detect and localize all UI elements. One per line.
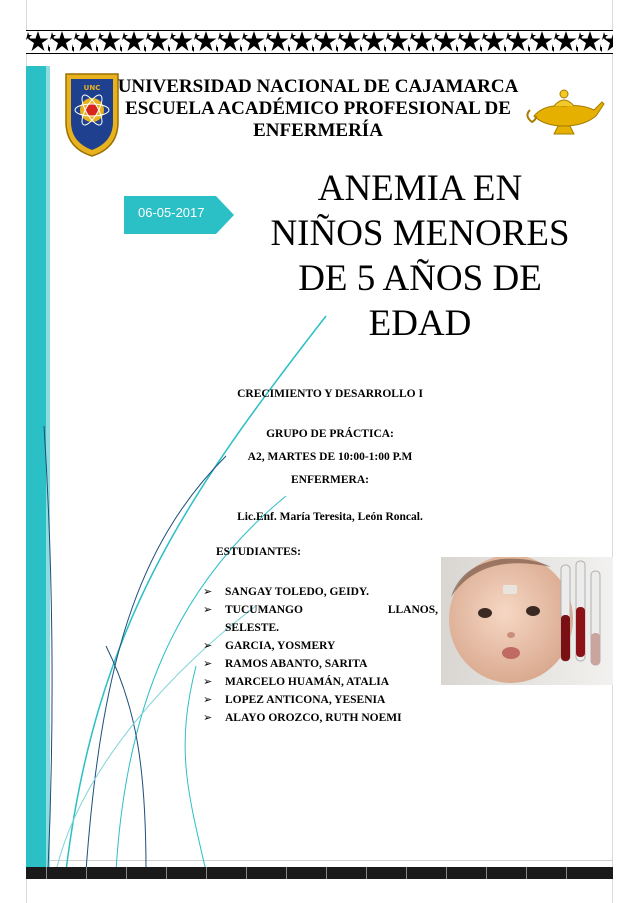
student-name: MARCELO HUAMÁN, ATALIA — [225, 676, 390, 688]
student-name: LOPEZ ANTICONA, YESENIA — [225, 694, 386, 706]
student-item — [203, 691, 438, 709]
group-label: GRUPO DE PRÁCTICA: — [266, 428, 394, 440]
title-line-2: NIÑOS MENORES — [270, 213, 570, 254]
baby-photo — [441, 557, 613, 685]
crest-label: UNC — [83, 84, 101, 92]
page-border-right — [612, 0, 613, 903]
student-name: SANGAY TOLEDO, GEIDY. — [225, 586, 370, 598]
group-value: A2, MARTES DE 10:00-1:00 P.M — [247, 451, 413, 463]
arrow-bullet-icon: ➢ — [203, 639, 213, 652]
students-list — [203, 583, 438, 727]
star-border — [26, 30, 613, 54]
arrow-bullet-icon: ➢ — [203, 657, 213, 670]
nurse-label: ENFERMERA: — [291, 474, 369, 486]
arrow-bullet-icon: ➢ — [203, 603, 213, 616]
university-name: UNIVERSIDAD NACIONAL DE CAJAMARCA — [117, 76, 519, 97]
institution-header — [112, 76, 524, 142]
school-name-line2: ENFERMERÍA — [253, 120, 383, 141]
document-date: 06-05-2017 — [138, 205, 205, 220]
student-item — [203, 583, 438, 601]
student-item — [203, 673, 438, 691]
document-title — [250, 166, 590, 346]
student-name: RAMOS ABANTO, SARITA — [225, 658, 368, 670]
student-name-part: LLANOS, — [387, 604, 438, 616]
title-line-3: DE 5 AÑOS DE — [298, 258, 542, 299]
student-name: GARCIA, YOSMERY — [225, 640, 336, 652]
arrow-bullet-icon: ➢ — [203, 585, 213, 598]
student-name-part: SELESTE. — [225, 622, 280, 634]
student-item — [203, 637, 438, 655]
student-name-part: TUCUMANGO — [225, 604, 303, 616]
students-label: ESTUDIANTES: — [216, 546, 301, 558]
arrow-bullet-icon: ➢ — [203, 711, 213, 724]
student-item — [203, 655, 438, 673]
student-item — [203, 601, 438, 637]
bottom-border-bar — [26, 867, 613, 879]
student-name: ALAYO OROZCO, RUTH NOEMI — [225, 712, 402, 724]
arrow-bullet-icon: ➢ — [203, 675, 213, 688]
student-item — [203, 709, 438, 727]
school-name-line1: ESCUELA ACADÉMICO PROFESIONAL DE — [125, 98, 511, 119]
title-line-4: EDAD — [368, 303, 472, 344]
title-line-1: ANEMIA EN — [317, 168, 523, 209]
course-name: CRECIMIENTO Y DESARROLLO I — [237, 388, 423, 400]
oil-lamp-icon — [524, 80, 606, 136]
arrow-bullet-icon: ➢ — [203, 693, 213, 706]
nurse-name: Lic.Enf. María Teresita, León Roncal. — [237, 511, 423, 523]
